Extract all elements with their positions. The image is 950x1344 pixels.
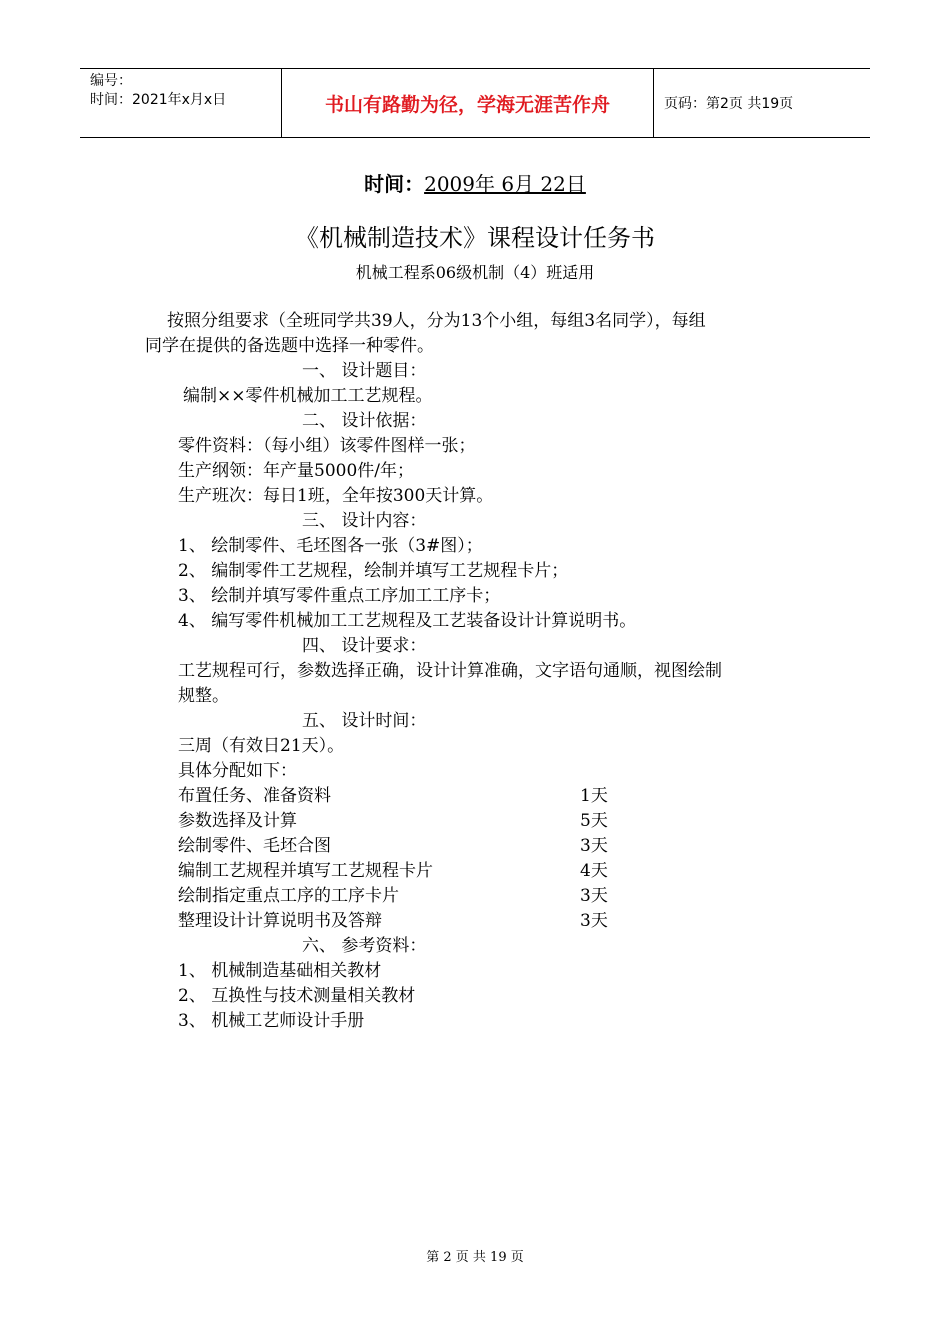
page-footer: 第 2 页 共 19 页 xyxy=(426,1250,524,1265)
section-6-line: 1、 机械制造基础相关教材 xyxy=(178,961,382,981)
section-heading-6: 六、 参考资料： xyxy=(302,936,427,956)
schedule-days: 4天 xyxy=(580,861,608,881)
section-6-line: 3、 机械工艺师设计手册 xyxy=(178,1011,365,1031)
section-heading-3: 三、 设计内容： xyxy=(302,511,427,531)
section-2-line: 零件资料：（每小组）该零件图样一张； xyxy=(178,436,476,456)
time-label: 时间： xyxy=(364,172,425,196)
date-label: 时间：2021年x月x日 xyxy=(90,92,227,108)
header-table xyxy=(80,68,870,138)
schedule-task: 绘制指定重点工序的工序卡片 xyxy=(178,886,399,906)
section-3-line: 1、 绘制零件、毛坯图各一张（3#图）； xyxy=(178,536,483,556)
intro-line-1: 按照分组要求（全班同学共39人，分为13个小组，每组3名同学），每组 xyxy=(167,311,706,331)
schedule-task: 编制工艺规程并填写工艺规程卡片 xyxy=(178,861,433,881)
section-heading-4: 四、 设计要求： xyxy=(302,636,427,656)
document-title: 《机械制造技术》课程设计任务书 xyxy=(295,224,655,252)
section-5-line: 具体分配如下： xyxy=(178,761,297,781)
motto: 书山有路勤为径，学海无涯苦作舟 xyxy=(282,69,654,137)
schedule-days: 5天 xyxy=(580,811,608,831)
section-3-line: 2、 编制零件工艺规程，绘制并填写工艺规程卡片； xyxy=(178,561,569,581)
section-3-line: 3、 绘制并填写零件重点工序加工工序卡； xyxy=(178,586,501,606)
header-left-cell xyxy=(80,69,282,137)
schedule-days: 3天 xyxy=(580,886,608,906)
schedule-days: 3天 xyxy=(580,911,608,931)
schedule-days: 3天 xyxy=(580,836,608,856)
section-3-line: 4、 编写零件机械加工工艺规程及工艺装备设计计算说明书。 xyxy=(178,611,637,631)
document-subtitle: 机械工程系06级机制（4）班适用 xyxy=(355,263,595,282)
schedule-task: 整理设计计算说明书及答辩 xyxy=(178,911,382,931)
schedule-task: 参数选择及计算 xyxy=(178,811,297,831)
time-value: 2009年 6月 22日 xyxy=(424,172,586,196)
schedule-task: 绘制零件、毛坯合图 xyxy=(178,836,331,856)
time-line xyxy=(0,168,950,197)
section-6-line: 2、 互换性与技术测量相关教材 xyxy=(178,986,416,1006)
schedule-days: 1天 xyxy=(580,786,608,806)
section-heading-2: 二、 设计依据： xyxy=(302,411,427,431)
schedule-task: 布置任务、准备资料 xyxy=(178,786,331,806)
page-info: 页码：第2页 共19页 xyxy=(664,96,794,112)
section-heading-1: 一、 设计题目： xyxy=(302,361,427,381)
section-heading-5: 五、 设计时间： xyxy=(302,711,427,731)
section-4-line: 规整。 xyxy=(178,686,229,706)
section-2-line: 生产班次：每日1班，全年按300天计算。 xyxy=(178,486,494,506)
section-4-line: 工艺规程可行，参数选择正确，设计计算准确，文字语句通顺，视图绘制 xyxy=(178,661,722,681)
section-2-line: 生产纲领：年产量5000件/年； xyxy=(178,461,414,481)
section-5-line: 三周（有效日21天）。 xyxy=(178,736,345,756)
section-1-line: 编制××零件机械加工工艺规程。 xyxy=(183,386,433,406)
number-label: 编号： xyxy=(90,73,132,89)
intro-line-2: 同学在提供的备选题中选择一种零件。 xyxy=(145,336,434,356)
